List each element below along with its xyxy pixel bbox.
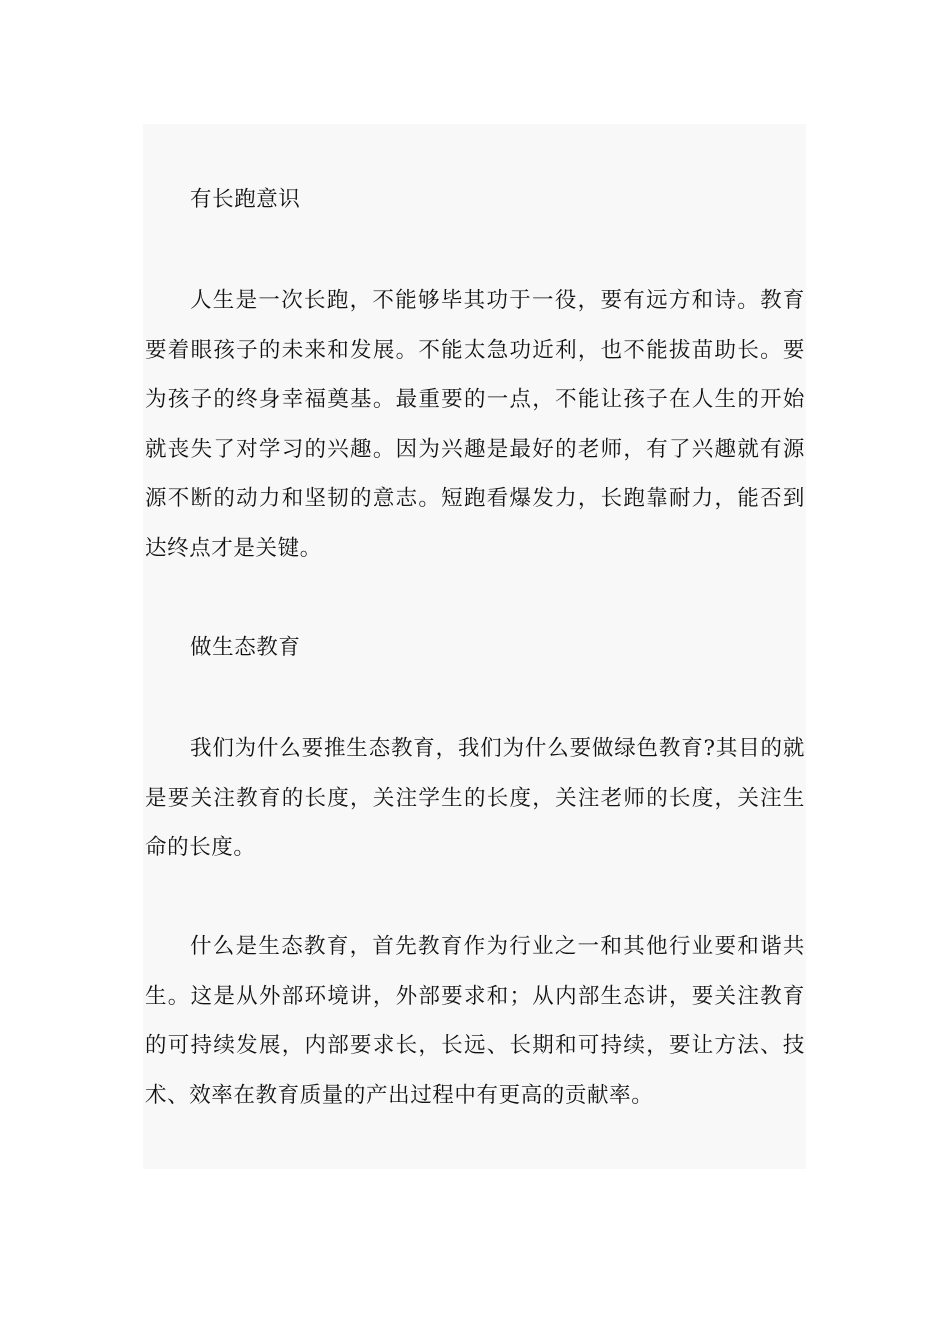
- paragraph-what-is-eco-education: 什么是生态教育，首先教育作为行业之一和其他行业要和谐共生。这是从外部环境讲，外部要求和；从内部生态讲，要关注教育的可持续发展，内部要求长，长远、长期和可持续，要让方法、技术、效率在教育质量的产出过程中有更高的贡献率。: [145, 934, 805, 1108]
- paragraph-why-eco-education: 我们为什么要推生态教育，我们为什么要做绿色教育?其目的就是要关注教育的长度，关注学生的长度，关注老师的长度，关注生命的长度。: [145, 736, 805, 861]
- section-heading-long-run: 有长跑意识: [190, 187, 301, 212]
- section-heading-eco-education: 做生态教育: [190, 635, 301, 660]
- paragraph-long-run: 人生是一次长跑，不能够毕其功于一役，要有远方和诗。教育要着眼孩子的未来和发展。不能太急功近利，也不能拔苗助长。要为孩子的终身幸福奠基。最重要的一点，不能让孩子在人生的开始就丧失了对学习的兴趣。因为兴趣是最好的老师，有了兴趣就有源源不断的动力和坚韧的意志。短跑看爆发力，长跑靠耐力，能否到达终点才是关键。: [145, 288, 805, 561]
